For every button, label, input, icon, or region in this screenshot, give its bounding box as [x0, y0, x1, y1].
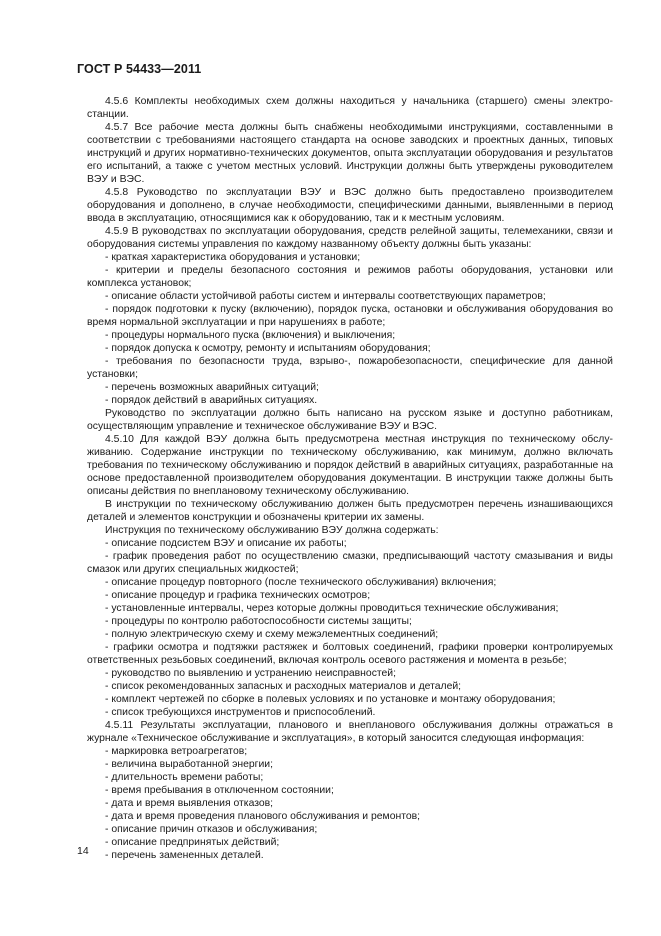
list-item: - процедуры нормального пуска (включения) и выключения; [105, 330, 396, 341]
document-body [87, 95, 613, 862]
list-item: - руководство по выявлению и устранению неисправностей; [105, 668, 397, 679]
list-item: - графики осмотра и подтяжки растяжек и болтовых соединений, графики проверки контролируемых ответственных резьбовых соединений, включая контроль осевого растяжения и момента в резьбе; [87, 642, 613, 666]
clause-4-5-6: 4.5.6 Комплекты необходимых схем должны находиться у начальника (старшего) смены электростанции. [87, 96, 613, 120]
list-item: - порядок действий в аварийных ситуациях. [105, 395, 318, 406]
list-item: - процедуры по контролю работоспособности системы защиты; [105, 616, 412, 627]
list-item: - время пребывания в отключенном состоянии; [105, 785, 334, 796]
list-item: - дата и время выявления отказов; [105, 798, 274, 809]
clause-4-5-7: 4.5.7 Все рабочие места должны быть снабжены необходимыми инструкциями, составленными в соответствии с требованиями настоящего стандарта на основе заводских и проектных данных, типовых инструкций и других нормативно-технических документов, опыта эксплуатации оборудования и результатов его испытаний, а также с учетом местных условий. Инструкции должны быть утверждены руководителем ВЭУ и ВЭС. [87, 122, 613, 185]
list-item: - длительность времени работы; [105, 772, 264, 783]
clause-4-5-11: 4.5.11 Результаты эксплуатации, планового и внепланового обслуживания должны отражаться в журнале «Техническое обслуживание и эксплуатация», в который заносится следующая информация: [87, 720, 613, 744]
list-item: - краткая характеристика оборудования и установки; [105, 252, 361, 263]
list-item: - описание причин отказов и обслуживания; [105, 824, 318, 835]
standard-header: ГОСТ Р 54433—2011 [77, 62, 202, 76]
clause-4-5-8: 4.5.8 Руководство по эксплуатации ВЭУ и ВЭС должно быть предоставлено производителем оборудования и дополнено, в случае необходимости, специфическими данными, выявленными в период ввода в эксплуатацию, относящимися как к оборудованию, так и к местным условиям. [87, 187, 613, 224]
list-item: - описание подсистем ВЭУ и описание их работы; [105, 538, 347, 549]
list-item: - описание области устойчивой работы систем и интервалы соответствующих параметров; [105, 291, 546, 302]
list-item: - список рекомендованных запасных и расходных материалов и деталей; [105, 681, 462, 692]
list-item: - комплект чертежей по сборке в полевых условиях и по установке и монтажу оборудования; [105, 694, 556, 705]
list-item: - полную электрическую схему и схему межэлементных соединений; [105, 629, 439, 640]
list-item: - перечень возможных аварийных ситуаций; [105, 382, 319, 393]
page-number: 14 [77, 845, 89, 857]
list-item: - порядок подготовки к пуску (включению), порядок пуска, остановки и обслуживания оборудования во время нормальной эксплуатации и при нарушениях в работе; [87, 304, 613, 328]
list-item: - описание предпринятых действий; [105, 837, 280, 848]
list-item: - график проведения работ по осуществлению смазки, предписывающий частоту смазывания и виды смазок или других специальных жидкостей; [87, 551, 613, 575]
list-item: - дата и время проведения планового обслуживания и ремонтов; [105, 811, 421, 822]
list-item: - маркировка ветроагрегатов; [105, 746, 248, 757]
clause-4-5-10: 4.5.10 Для каждой ВЭУ должна быть предусмотрена местная инструкция по техническому обслуживанию. Содержание инструкции по техническому обслуживанию, как минимум, должно включать требования по техническому обслуживанию и порядок действий в аварийных ситуациях, разработанные на основе предоставленной производителем оборудования документации. В инструкции также должны быть описаны действия по внеплановому техническому обслуживанию. [87, 434, 613, 497]
list-item: - критерии и пределы безопасного состояния и режимов работы оборудования, установки или комплекса установок; [87, 265, 613, 289]
paragraph-instruction-contents: Инструкция по техническому обслуживанию ВЭУ должна содержать: [105, 525, 439, 536]
list-item: - порядок допуска к осмотру, ремонту и испытаниям оборудования; [105, 343, 431, 354]
list-item: - список требующихся инструментов и приспособлений. [105, 707, 376, 718]
list-item: - установленные интервалы, через которые должны проводиться технические обслуживания; [105, 603, 559, 614]
list-item: - описание процедур и графика технических осмотров; [105, 590, 371, 601]
paragraph-language: Руководство по эксплуатации должно быть написано на русском языке и доступно работникам, осуществляющим управление и техническое обслуживание ВЭУ и ВЭС. [87, 408, 613, 432]
clause-4-5-9: 4.5.9 В руководствах по эксплуатации оборудования, средств релейной защиты, телемеханики, связи и оборудования системы управления по каждому названному объекту должны быть указаны: [87, 226, 613, 250]
list-item: - требования по безопасности труда, взрыво-, пожаробезопасности, специфические для данной установки; [87, 356, 613, 380]
list-item: - перечень замененных деталей. [105, 850, 264, 861]
list-item: - описание процедур повторного (после технического обслуживания) включения; [105, 577, 497, 588]
list-item: - величина выработанной энергии; [105, 759, 273, 770]
paragraph-wear-parts: В инструкции по техническому обслуживанию должен быть предусмотрен перечень изнашивающихся деталей и элементов конструкции и обозначены критерии их замены. [87, 499, 613, 523]
